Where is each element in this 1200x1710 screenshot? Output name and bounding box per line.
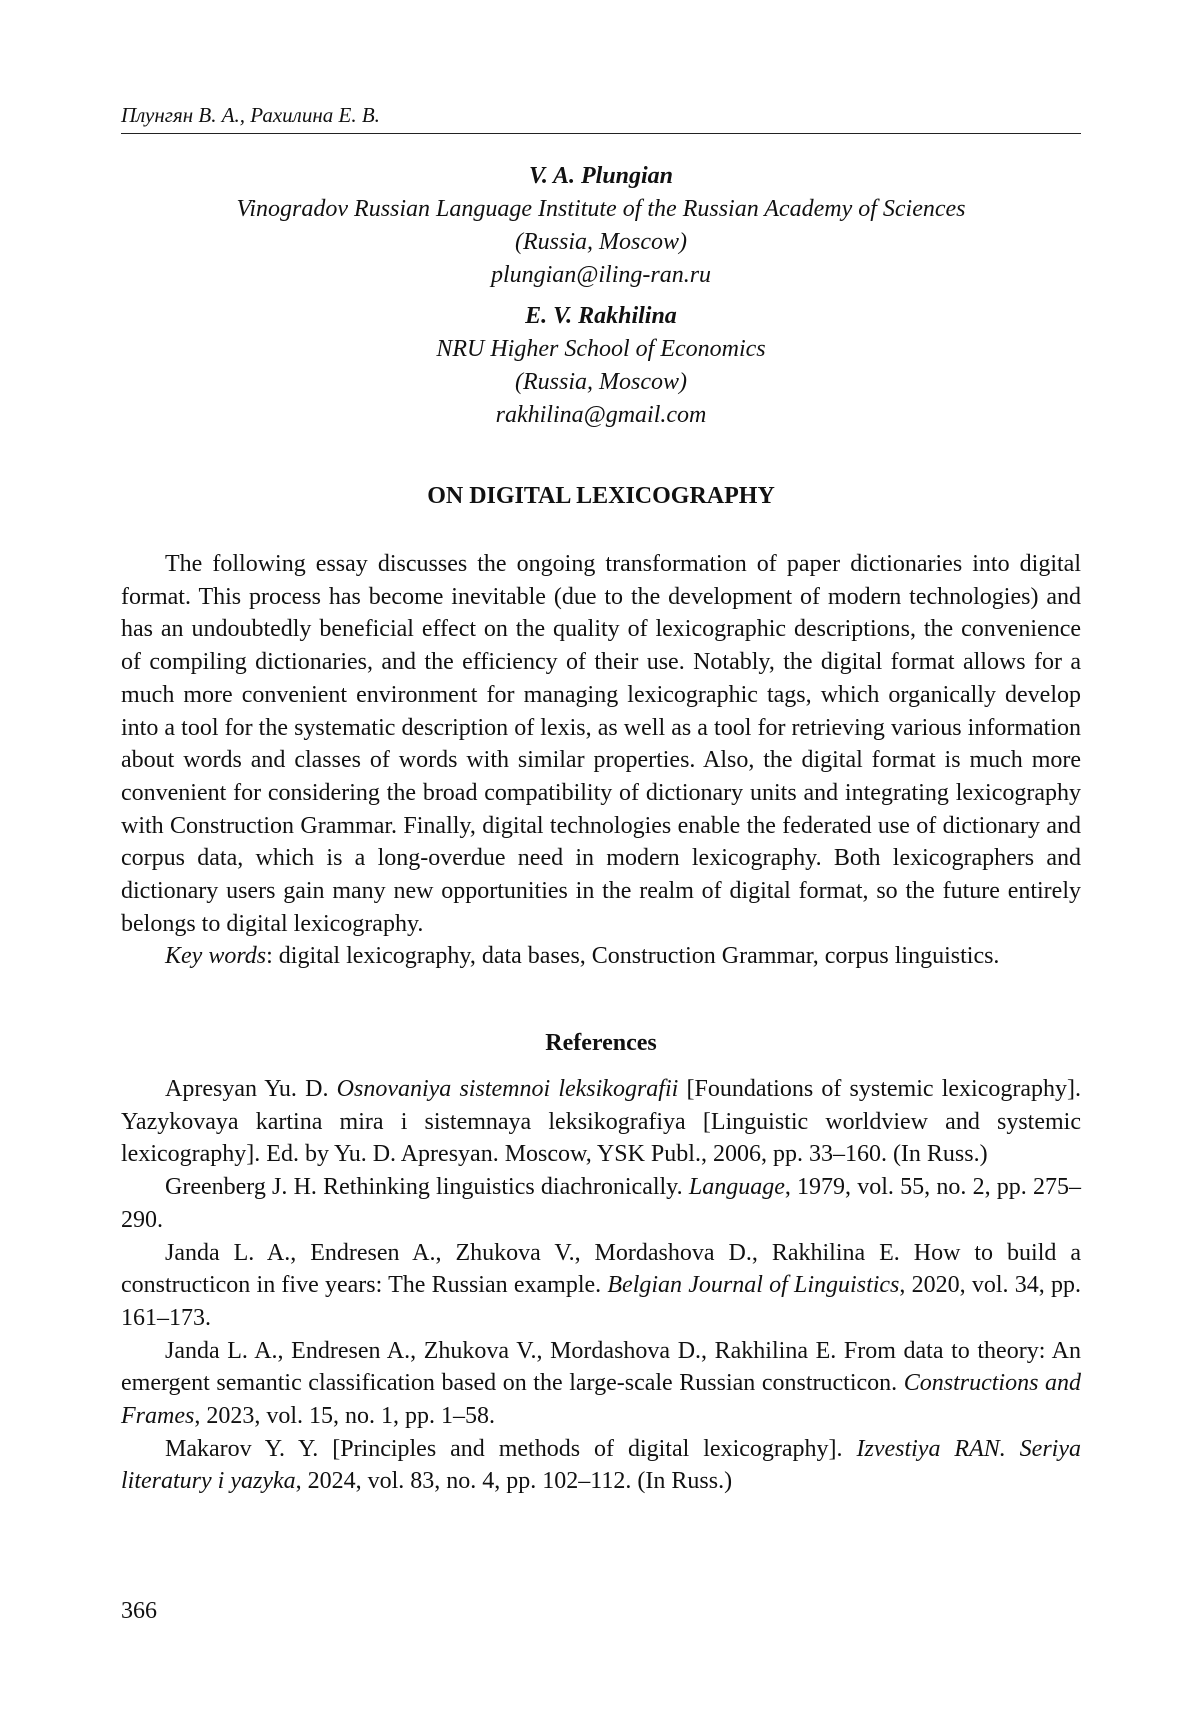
- page-number: 366: [121, 1598, 157, 1624]
- reference-entry: [121, 1073, 1081, 1171]
- running-head: Плунгян В. А., Рахилина Е. В.: [121, 103, 380, 127]
- reference-text: Janda L. A., Endresen A., Zhukova V., Mordashova D., Rakhilina E. From data to theory: An emergent semantic classification based on the large-scale Russian constructicon.: [121, 1337, 1081, 1397]
- reference-entry: [121, 1171, 1081, 1236]
- reference-details: , 2020, vol. 34, pp. 161–173.: [121, 1272, 1081, 1331]
- reference-details: , 2024, vol. 83, no. 4, pp. 102–112. (In Russ.): [295, 1468, 733, 1495]
- reference-source: Izvestiya RAN. Seriya literatury i yazyka: [121, 1435, 1081, 1495]
- author-email: plungian@iling-ran.ru: [490, 262, 712, 288]
- reference-entry: [121, 1335, 1081, 1433]
- author-email: rakhilina@gmail.com: [495, 402, 707, 428]
- reference-details: , 2023, vol. 15, no. 1, pp. 1–58.: [194, 1403, 495, 1430]
- article-title: ON DIGITAL LEXICOGRAPHY: [427, 483, 775, 509]
- reference-text: Greenberg J. H. Rethinking linguistics diachronically.: [165, 1174, 689, 1201]
- reference-details: [Foundations of systemic lexicography]. Yazykovaya kartina mira i sistemnaya leksikografiya [Linguistic worldview and systemic lexicography]. Ed. by Yu. D. Apresyan. Moscow, YSK Publ., 2006, pp. 33–160. (In Russ.): [121, 1076, 1081, 1168]
- author-affiliation: NRU Higher School of Economics: [436, 336, 766, 362]
- keywords-label: Key words: [165, 943, 267, 970]
- keywords-list: : digital lexicography, data bases, Construction Grammar, corpus linguistics.: [266, 943, 1000, 970]
- header-rule: [121, 133, 1081, 134]
- reference-source: Belgian Journal of Linguistics: [607, 1272, 900, 1299]
- reference-source: Osnovaniya sistemnoi leksikografii: [336, 1076, 679, 1102]
- reference-text: Apresyan Yu. D.: [165, 1076, 337, 1102]
- reference-details: , 1979, vol. 55, no. 2, pp. 275–290.: [121, 1174, 1082, 1233]
- reference-text: Makarov Y. Y. [Principles and methods of digital lexicography].: [165, 1435, 857, 1462]
- references-heading: References: [545, 1030, 657, 1056]
- author-name: V. A. Plungian: [528, 163, 674, 189]
- reference-text: Janda L. A., Endresen A., Zhukova V., Mordashova D., Rakhilina E. How to build a constructicon in five years: The Russian example.: [121, 1239, 1081, 1299]
- keywords: [121, 940, 1081, 973]
- reference-source: Constructions and Frames: [121, 1370, 1081, 1430]
- author-location: (Russia, Moscow): [515, 229, 687, 255]
- reference-entry: [121, 1433, 1081, 1498]
- reference-entry: [121, 1237, 1081, 1335]
- abstract: [121, 548, 1081, 973]
- reference-source: Language: [688, 1174, 785, 1201]
- references-list: [121, 1073, 1081, 1498]
- abstract-text: The following essay discusses the ongoing transformation of paper dictionaries into digital format. This process has become inevitable (due to the development of modern technologies) and has an undoubtedly beneficial effect on the quality of lexicographic descriptions, the convenience of compiling dictionaries, and the efficiency of their use. Notably, the digital format allows for a much more convenient environment for managing lexicographic tags, which organically develop into a tool for the systematic description of lexis, as well as a tool for retrieving various information about words and classes of words with similar properties. Also, the digital format is much more convenient for considering the broad compatibility of dictionary units and integrating lexicography with Construction Grammar. Finally, digital technologies enable the federated use of dictionary and corpus data, which is a long-overdue need in modern lexicography. Both lexicographers and dictionary users gain many new opportunities in the realm of digital format, so the future entirely belongs to digital lexicography.: [121, 551, 1081, 937]
- author-affiliation: Vinogradov Russian Language Institute of the Russian Academy of Sciences: [236, 196, 966, 222]
- author-block-2: [121, 300, 1081, 432]
- author-block-1: [121, 160, 1081, 292]
- author-name: E. V. Rakhilina: [525, 303, 677, 329]
- author-location: (Russia, Moscow): [515, 369, 687, 395]
